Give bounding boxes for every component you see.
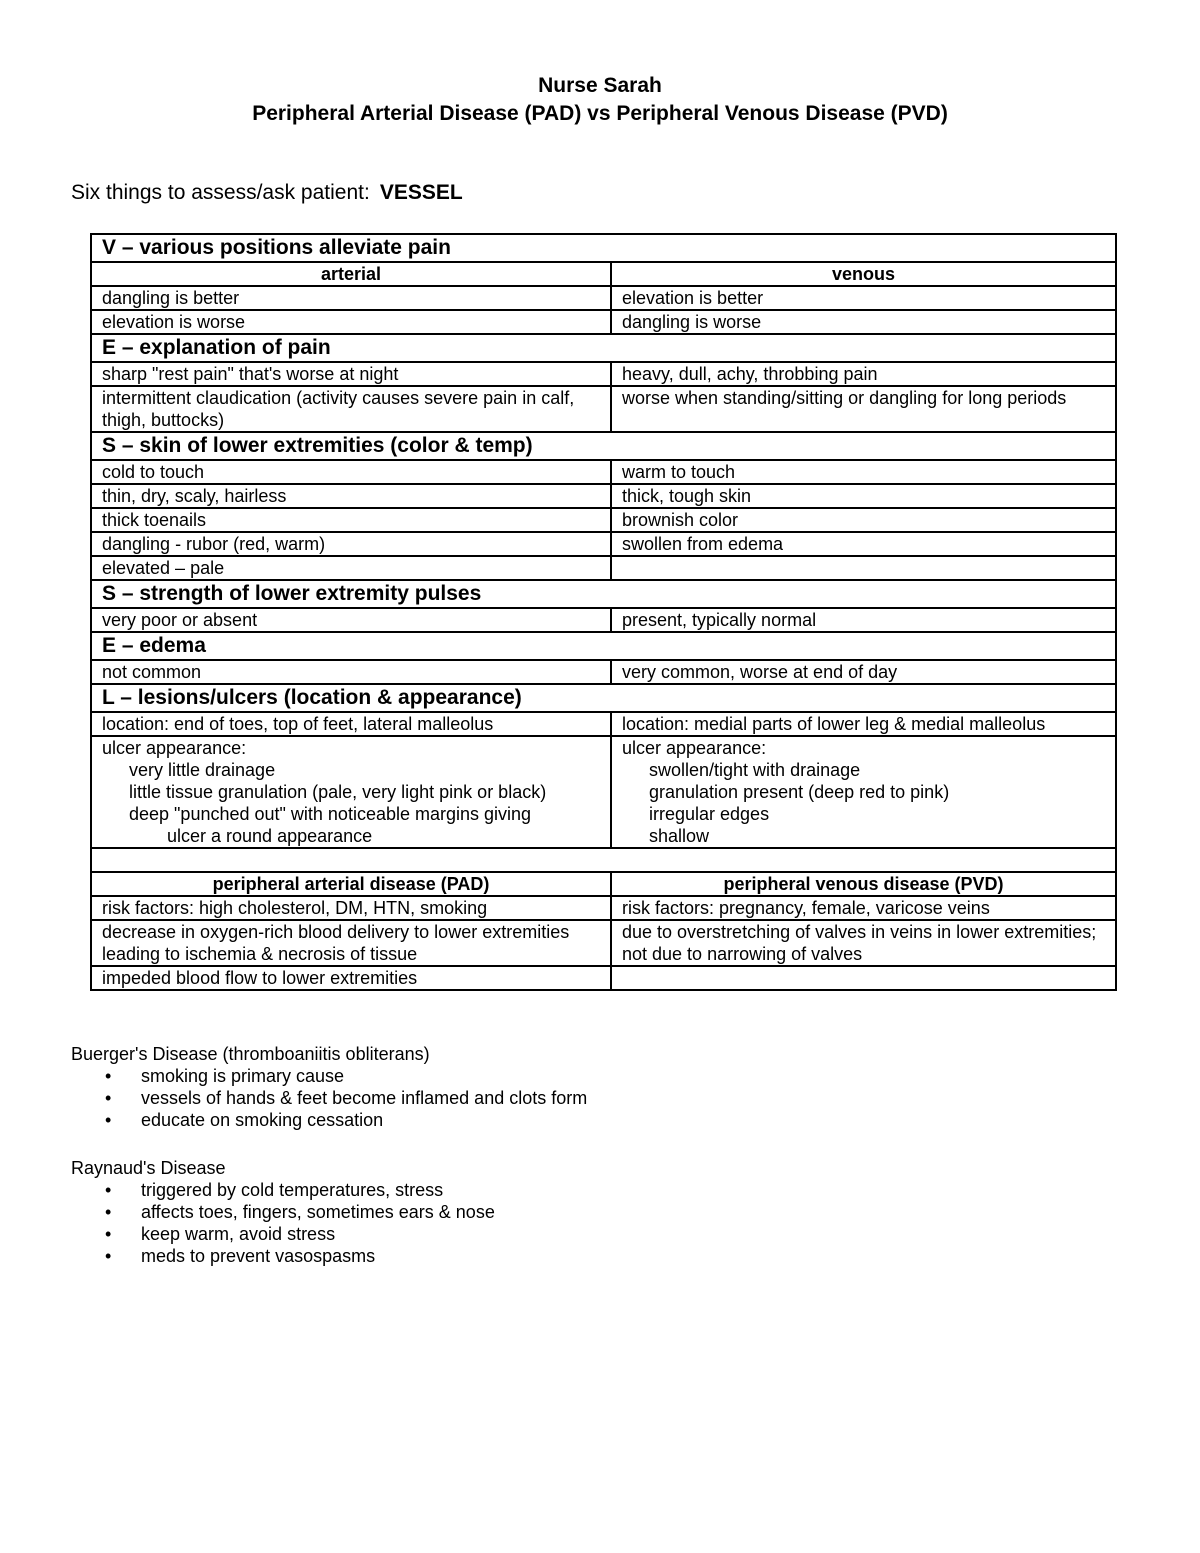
- note-heading: Raynaud's Disease: [71, 1158, 226, 1178]
- intro-keyword: VESSEL: [379, 181, 463, 204]
- list-item: • affects toes, fingers, sometimes ears & nose: [105, 1202, 495, 1222]
- ulcer-item: irregular edges: [649, 804, 770, 824]
- bullet-icon: •: [105, 1088, 112, 1108]
- ulcer-appearance-row: [91, 736, 1116, 848]
- list-item: • triggered by cold temperatures, stress: [105, 1180, 444, 1200]
- document-title: Peripheral Arterial Disease (PAD) vs Peripheral Venous Disease (PVD): [252, 102, 948, 125]
- table-row: dangling is better elevation is better: [91, 286, 1116, 310]
- table-row: decrease in oxygen-rich blood delivery to lower extremities leading to ischemia & necrosis of tissue due to overstretching of valves in veins in lower extremities; not due to narrowing of valves: [91, 920, 1116, 966]
- section-heading: E – explanation of pain: [91, 334, 1116, 362]
- intro-line: [71, 179, 463, 207]
- table-row: location: end of toes, top of feet, lateral malleolus location: medial parts of lower leg & medial malleolus: [91, 712, 1116, 736]
- list-item: • vessels of hands & feet become inflamed and clots form: [105, 1088, 588, 1108]
- section-heading: V – various positions alleviate pain: [91, 234, 1116, 262]
- column-header-row: [91, 262, 1116, 286]
- table-row: impeded blood flow to lower extremities: [91, 966, 1116, 990]
- section-heading: S – strength of lower extremity pulses: [91, 580, 1116, 608]
- list-item: • smoking is primary cause: [105, 1066, 345, 1086]
- section-heading: L – lesions/ulcers (location & appearance): [91, 684, 1116, 712]
- list-item: • meds to prevent vasospasms: [105, 1246, 376, 1266]
- bullet-icon: •: [105, 1180, 112, 1200]
- author: Nurse Sarah: [538, 74, 662, 97]
- ulcer-item: shallow: [649, 826, 710, 846]
- intro-text: Six things to assess/ask patient:: [71, 181, 370, 204]
- table-row: dangling - rubor (red, warm) swollen from edema: [91, 532, 1116, 556]
- table-row: cold to touch warm to touch: [91, 460, 1116, 484]
- spacer-row: [91, 848, 1116, 872]
- ulcer-item: very little drainage: [129, 760, 276, 780]
- ulcer-label: ulcer appearance:: [622, 738, 767, 758]
- note-heading: Buerger's Disease (thromboaniitis obliterans): [71, 1044, 430, 1064]
- bullet-list: [71, 1179, 495, 1267]
- table-row: sharp "rest pain" that's worse at night heavy, dull, achy, throbbing pain: [91, 362, 1116, 386]
- buergers-disease-notes: [71, 1043, 587, 1131]
- column-header-pvd: peripheral venous disease (PVD): [611, 872, 1116, 896]
- table-row: elevated – pale: [91, 556, 1116, 580]
- ulcer-item: granulation present (deep red to pink): [649, 782, 950, 802]
- column-header-venous: venous: [611, 262, 1116, 286]
- bullet-icon: •: [105, 1110, 112, 1130]
- ulcer-item: little tissue granulation (pale, very light pink or black): [129, 782, 547, 802]
- table-row: thick toenails brownish color: [91, 508, 1116, 532]
- venous-ulcer-cell: [611, 736, 1116, 848]
- vessel-table: [90, 233, 1117, 991]
- table-row: intermittent claudication (activity causes severe pain in calf, thigh, buttocks) worse when standing/sitting or dangling for long periods: [91, 386, 1116, 432]
- table-row: thin, dry, scaly, hairless thick, tough skin: [91, 484, 1116, 508]
- ulcer-item: deep "punched out" with noticeable margins giving: [129, 804, 532, 824]
- table-row: very poor or absent present, typically normal: [91, 608, 1116, 632]
- column-header-arterial: arterial: [91, 262, 611, 286]
- arterial-ulcer-cell: [91, 736, 611, 848]
- section-heading: E – edema: [91, 632, 1116, 660]
- ulcer-item-continuation: ulcer a round appearance: [167, 826, 373, 846]
- ulcer-label: ulcer appearance:: [102, 738, 247, 758]
- table-row: not common very common, worse at end of day: [91, 660, 1116, 684]
- table-row: elevation is worse dangling is worse: [91, 310, 1116, 334]
- table-row: risk factors: high cholesterol, DM, HTN, smoking risk factors: pregnancy, female, varicose veins: [91, 896, 1116, 920]
- bullet-icon: •: [105, 1246, 112, 1266]
- page-title: [0, 72, 1200, 128]
- bullet-icon: •: [105, 1202, 112, 1222]
- section-heading: S – skin of lower extremities (color & temp): [91, 432, 1116, 460]
- summary-header-row: [91, 872, 1116, 896]
- ulcer-item: swollen/tight with drainage: [649, 760, 861, 780]
- bullet-icon: •: [105, 1224, 112, 1244]
- list-item: • educate on smoking cessation: [105, 1110, 384, 1130]
- list-item: • keep warm, avoid stress: [105, 1224, 336, 1244]
- raynauds-disease-notes: [71, 1157, 495, 1267]
- bullet-list: [71, 1065, 587, 1131]
- bullet-icon: •: [105, 1066, 112, 1086]
- column-header-pad: peripheral arterial disease (PAD): [91, 872, 611, 896]
